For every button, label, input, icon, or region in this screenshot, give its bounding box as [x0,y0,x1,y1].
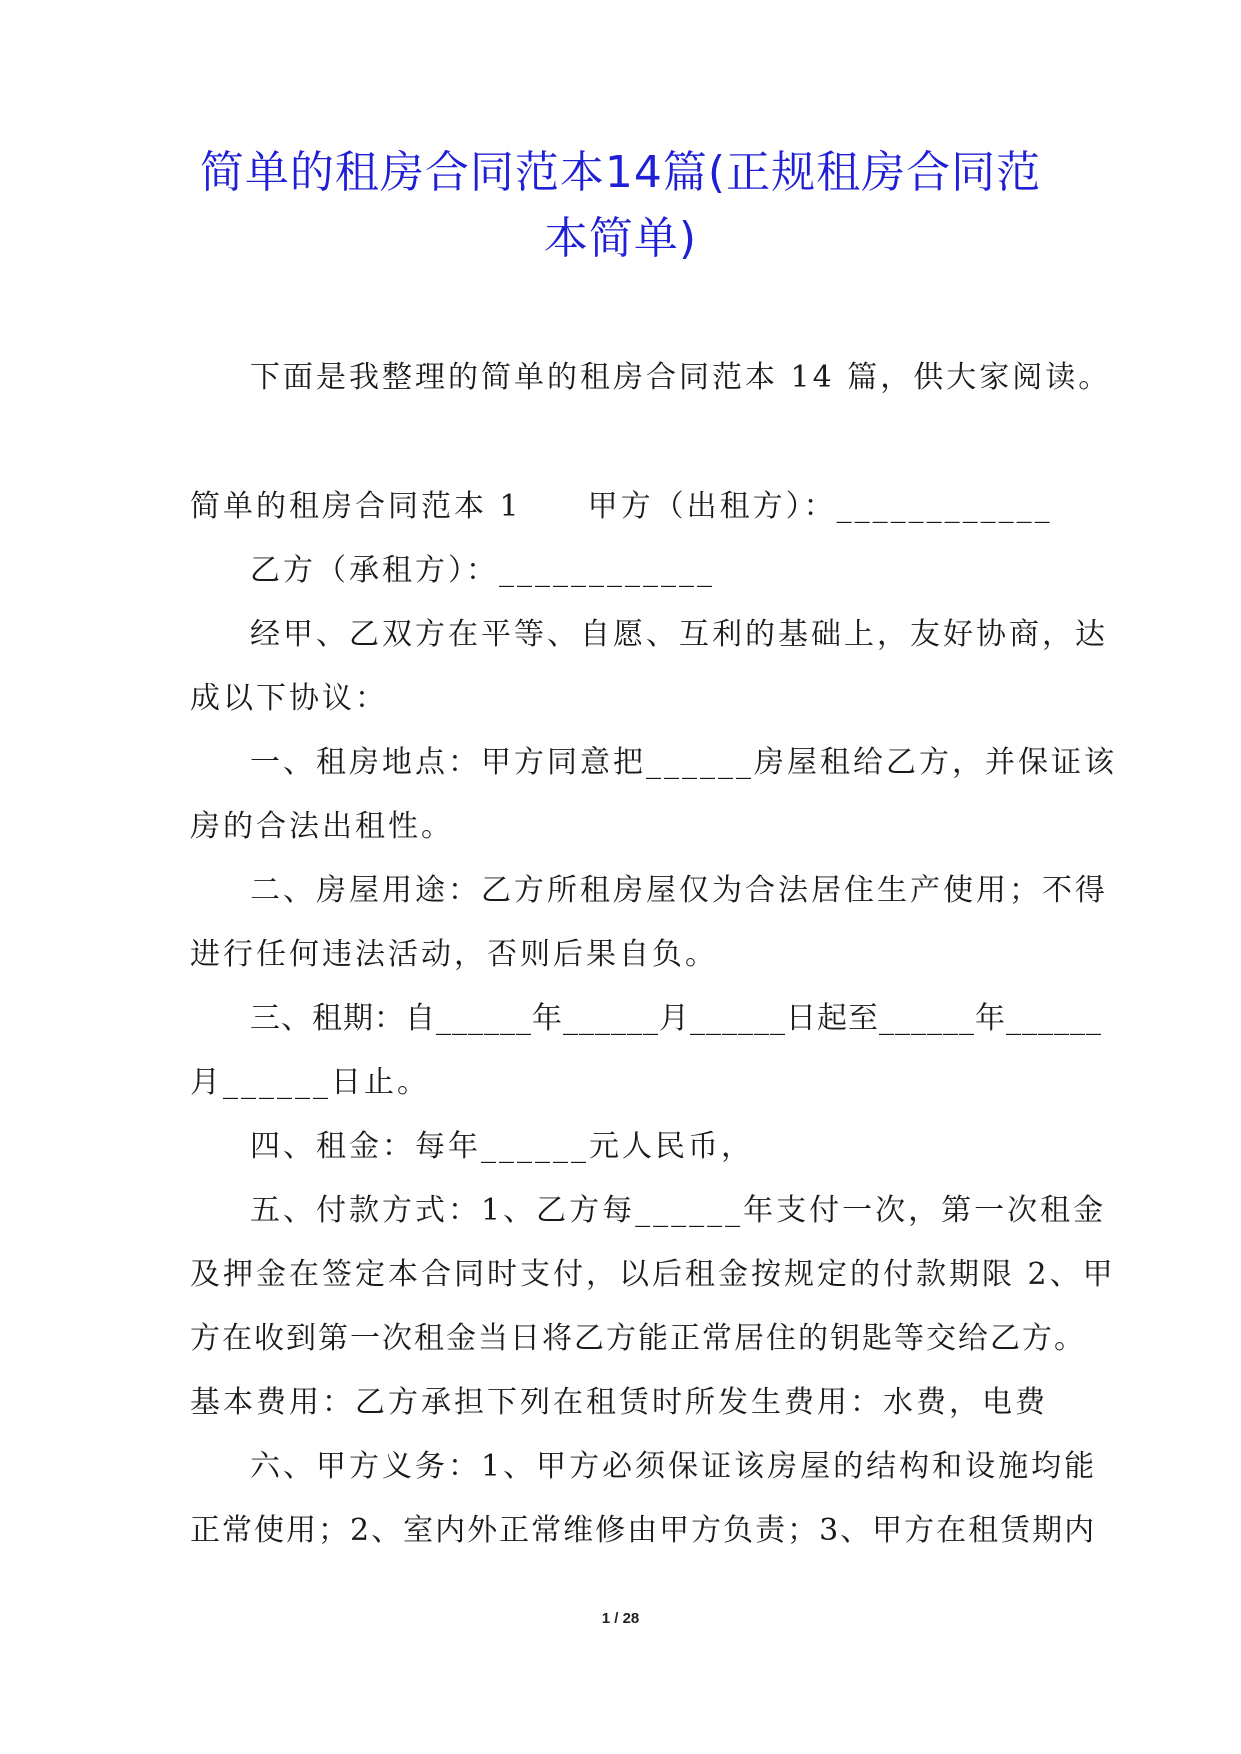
page-number: 1 / 28 [601,1610,640,1627]
party-b-line: 乙方（承租方）：____________ [250,553,715,588]
paragraph-line: 三、租期：自______年______月______日起至______年______ [250,1001,1102,1036]
paragraph-line: 六、甲方义务：1、甲方必须保证该房屋的结构和设施均能 [250,1449,1098,1484]
title-line-1: 简单的租房合同范本14篇(正规租房合同范 [199,147,1042,198]
paragraph-line: 月______日止。 [190,1065,430,1100]
paragraph-line: 方在收到第一次租金当日将乙方能正常居住的钥匙等交给乙方。 [190,1321,1086,1356]
intro-paragraph: 下面是我整理的简单的租房合同范本 14 篇，供大家阅读。 [250,360,1112,395]
paragraph-line: 二、房屋用途：乙方所租房屋仅为合法居住生产使用；不得 [250,873,1108,908]
paragraph-line: 房的合法出租性。 [190,809,454,844]
document-title [150,140,1091,272]
paragraph-line: 正常使用；2、室内外正常维修由甲方负责；3、甲方在租赁期内 [190,1513,1097,1548]
paragraph-line: 成以下协议： [190,681,388,716]
paragraph-line: 进行任何违法活动，否则后果自负。 [190,937,718,972]
paragraph-line: 五、付款方式：1、乙方每______年支付一次，第一次租金 [250,1193,1107,1228]
paragraph-line: 四、租金：每年______元人民币， [250,1129,754,1164]
paragraph-line: 基本费用：乙方承担下列在租赁时所发生费用：水费，电费 [190,1385,1048,1420]
paragraph-line: 经甲、乙双方在平等、自愿、互利的基础上，友好协商，达 [250,617,1108,652]
paragraph-line: 及押金在签定本合同时支付，以后租金按规定的付款期限 2、甲 [190,1257,1116,1292]
title-line-2: 本简单) [543,213,698,264]
contract-heading-line: 简单的租房合同范本 1 甲方（出租方）：____________ [190,489,1053,524]
paragraph-line: 一、租房地点：甲方同意把______房屋租给乙方，并保证该 [250,745,1117,780]
